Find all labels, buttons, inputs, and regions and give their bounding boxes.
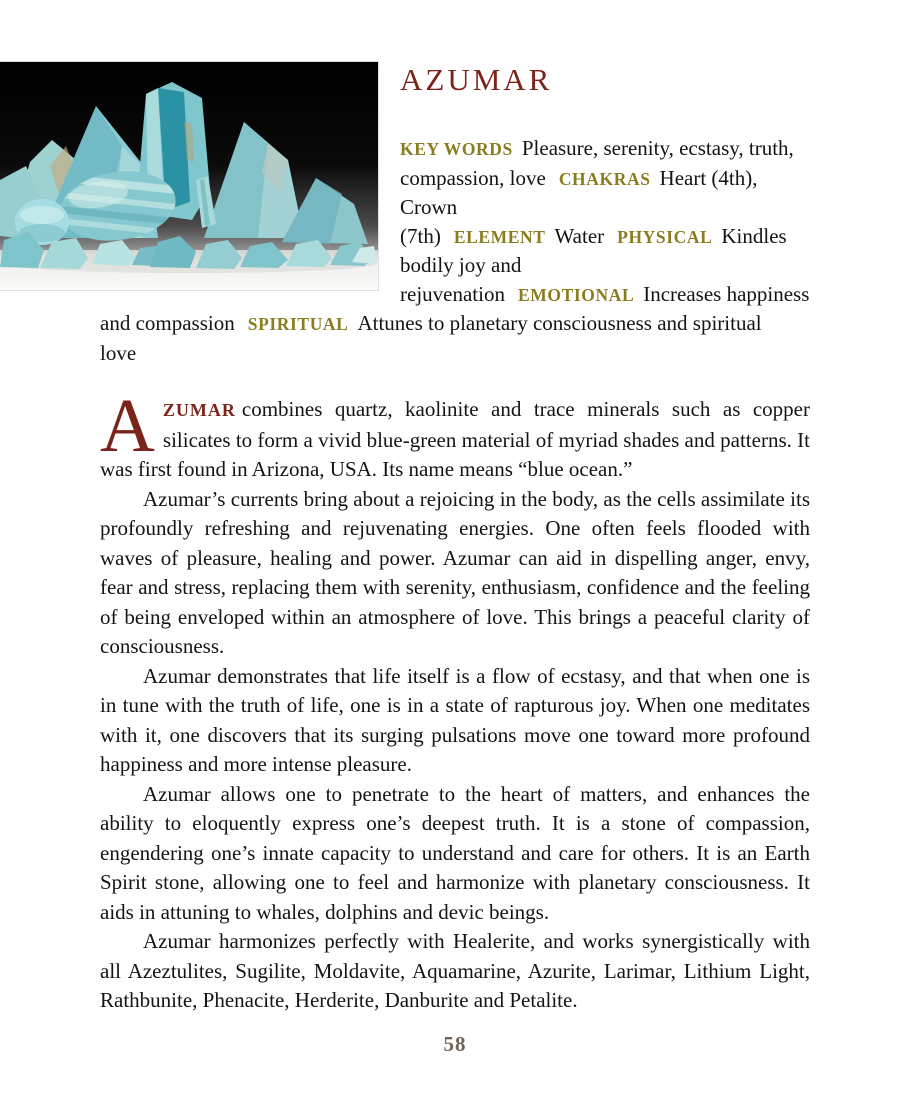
paragraph: Azumar allows one to penetrate to the heart of matters, and enhances the ability to eloquently express one’s deepest truth. It is a stone of compassion, engendering one’s innate capacity to understand and care for others. It is an Earth Spirit stone, allowing one to feel and harmonize with planetary consciousness. It aids in attuning to whales, dolphins and devic beings. — [100, 781, 810, 924]
property-label-chakras: CHAKRAS — [558, 168, 651, 189]
property-value-element: Water — [554, 223, 605, 248]
paragraph: Azumar’s currents bring about a rejoicing in the body, as the cells assimilate its profoundly refreshing and rejuvenating energies. One often feels flooded with waves of pleasure, healing and power. Azumar can aid in dispelling anger, envy, fear and stress, replacing them with serenity, enthusiasm, confidence and the feeling of being enveloped within an atmosphere of love. This brings a peaceful clarity of consciousness. — [100, 486, 810, 658]
property-value-physical: Kindles bodily joy and rejuvenation — [400, 223, 787, 306]
property-label-key-words: KEY WORDS — [400, 139, 513, 159]
page-number: 58 — [443, 1032, 467, 1056]
book-page — [0, 62, 900, 1112]
intro-text: combines quartz, kaolinite and trace minerals such as copper silicates to form a vivid blue-green material of myriad shades and patterns. It was first found in Arizona, USA. Its name means “blue ocean.” — [100, 397, 810, 481]
paragraph-intro — [100, 384, 810, 485]
paragraph: Azumar demonstrates that life itself is a flow of ecstasy, and that when one is in tune with the truth of life, one is in a state of rapturous joy. When one meditates with it, one discovers that its surging pulsations move one toward more profound happiness and more intense pleasure. — [100, 663, 810, 776]
property-value-chakras: Heart (4th), Crown (7th) — [400, 165, 758, 248]
property-label-spiritual: SPIRITUAL — [247, 314, 349, 334]
paragraph: Azumar harmonizes perfectly with Healerite, and works synergistically with all Azeztulites, Sugilite, Moldavite, Aquamarine, Azurite, Larimar, Lithium Light, Rathbunite, Phenacite, Herderite, Danburite and Petalite. — [100, 929, 810, 1012]
property-value-spiritual: Attunes to planetary consciousness and spiritual love — [100, 311, 762, 365]
article-body — [100, 384, 810, 1016]
lead-word-smallcaps: ZUMAR — [162, 400, 236, 420]
azumar-specimen-photo — [0, 62, 378, 290]
property-label-emotional: EMOTIONAL — [517, 284, 635, 305]
stone-title: AZUMAR — [400, 62, 553, 97]
property-value-emotional: Increases happiness and compassion — [100, 281, 810, 335]
crystal-cluster-illustration — [0, 62, 378, 290]
property-label-physical: PHYSICAL — [617, 226, 713, 247]
property-value-key-words: Pleasure, serenity, ecstasy, truth, compassion, love — [400, 136, 794, 190]
property-label-element: ELEMENT — [453, 226, 546, 247]
drop-cap: A — [100, 384, 155, 468]
